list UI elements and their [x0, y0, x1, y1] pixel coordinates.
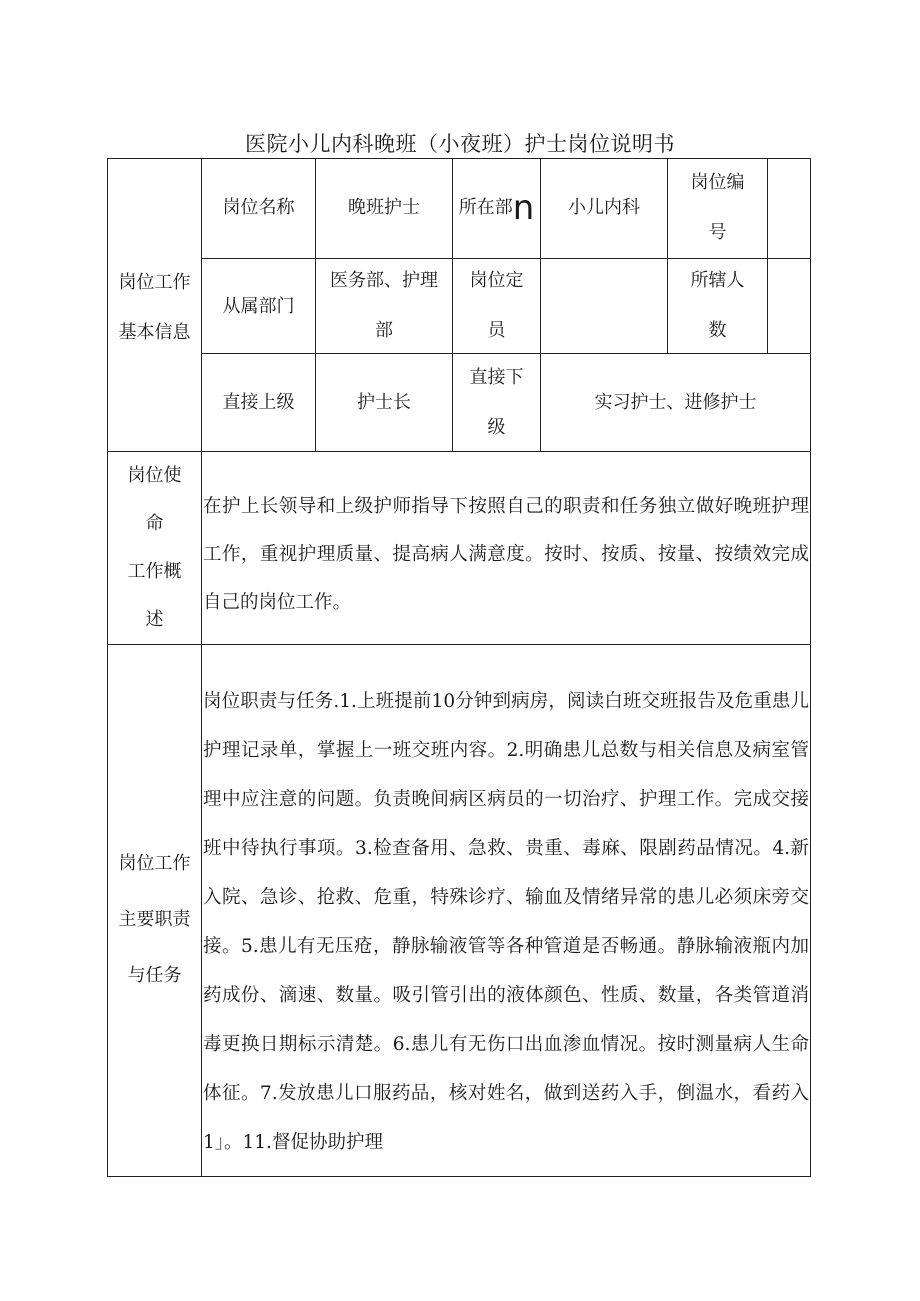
- direct-superior-label: 直接上级: [222, 391, 295, 413]
- staffing-value: [540, 258, 668, 354]
- basic-info-section-label: 岗位工作 基本信息: [118, 272, 191, 343]
- position-name-value: 晚班护士: [348, 197, 420, 218]
- position-code-label: 岗位编 号: [690, 172, 745, 243]
- position-name-label: 岗位名称: [222, 197, 295, 218]
- direct-subordinate-label: 直接下 级: [469, 366, 524, 438]
- subordinates-count-value: [767, 258, 811, 354]
- position-code-value: [767, 158, 811, 258]
- table-border-bottom: [107, 1176, 811, 1177]
- mission-section-label: 岗位使 命 工作概 述: [127, 465, 182, 630]
- direct-superior-value: 护士长: [357, 391, 411, 413]
- department-label: 所在部 n: [458, 188, 535, 228]
- affiliated-dept-label: 从属部门: [222, 296, 295, 317]
- subordinates-count-label: 所辖人 数: [690, 270, 745, 341]
- department-value: 小儿内科: [568, 197, 640, 218]
- mission-text: 在护上长领导和上级护师指导下按照自己的职责和任务独立做好晚班护理工作，重视护理质量、提高病人满意度。按时、按质、按量、按绩效完成自己的岗位工作。: [203, 496, 809, 613]
- document-title: 医院小儿内科晚班（小夜班）护士岗位说明书: [245, 132, 675, 156]
- staffing-label: 岗位定 员: [469, 270, 524, 341]
- duties-section-label: 岗位工作 主要职责 与任务: [118, 853, 191, 986]
- duties-text: 岗位职责与任务.1.上班提前10分钟到病房，阅读白班交班报告及危重患儿护理记录单，掌握上一班交班内容。2.明确患儿总数与相关信息及病室管理中应注意的问题。负责晚间病区病员的一切治疗、护理工作。完成交接班中待执行事项。3.检查备用、急救、贵重、毒麻、限剧药品情况。4.新入院、急诊、抢救、危重，特殊诊疗、输血及情绪异常的患儿必须床旁交接。5.患儿有无压疮，静脉输液管等各种管道是否畅通。静脉输液瓶内加药成份、滴速、数量。吸引管引出的液体颜色、性质、数量，各类管道消毒更换日期标示清楚。6.患儿有无伤口出血渗血情况。按时测量病人生命体征。7.发放患儿口服药品，核对姓名，做到送药入手，倒温水，看药入1」。11.督促协助护理: [203, 691, 809, 1153]
- direct-subordinate-value: 实习护士、进修护士: [594, 391, 757, 413]
- section-divider: [107, 644, 811, 645]
- affiliated-dept-value: 医务部、护理 部: [330, 270, 438, 341]
